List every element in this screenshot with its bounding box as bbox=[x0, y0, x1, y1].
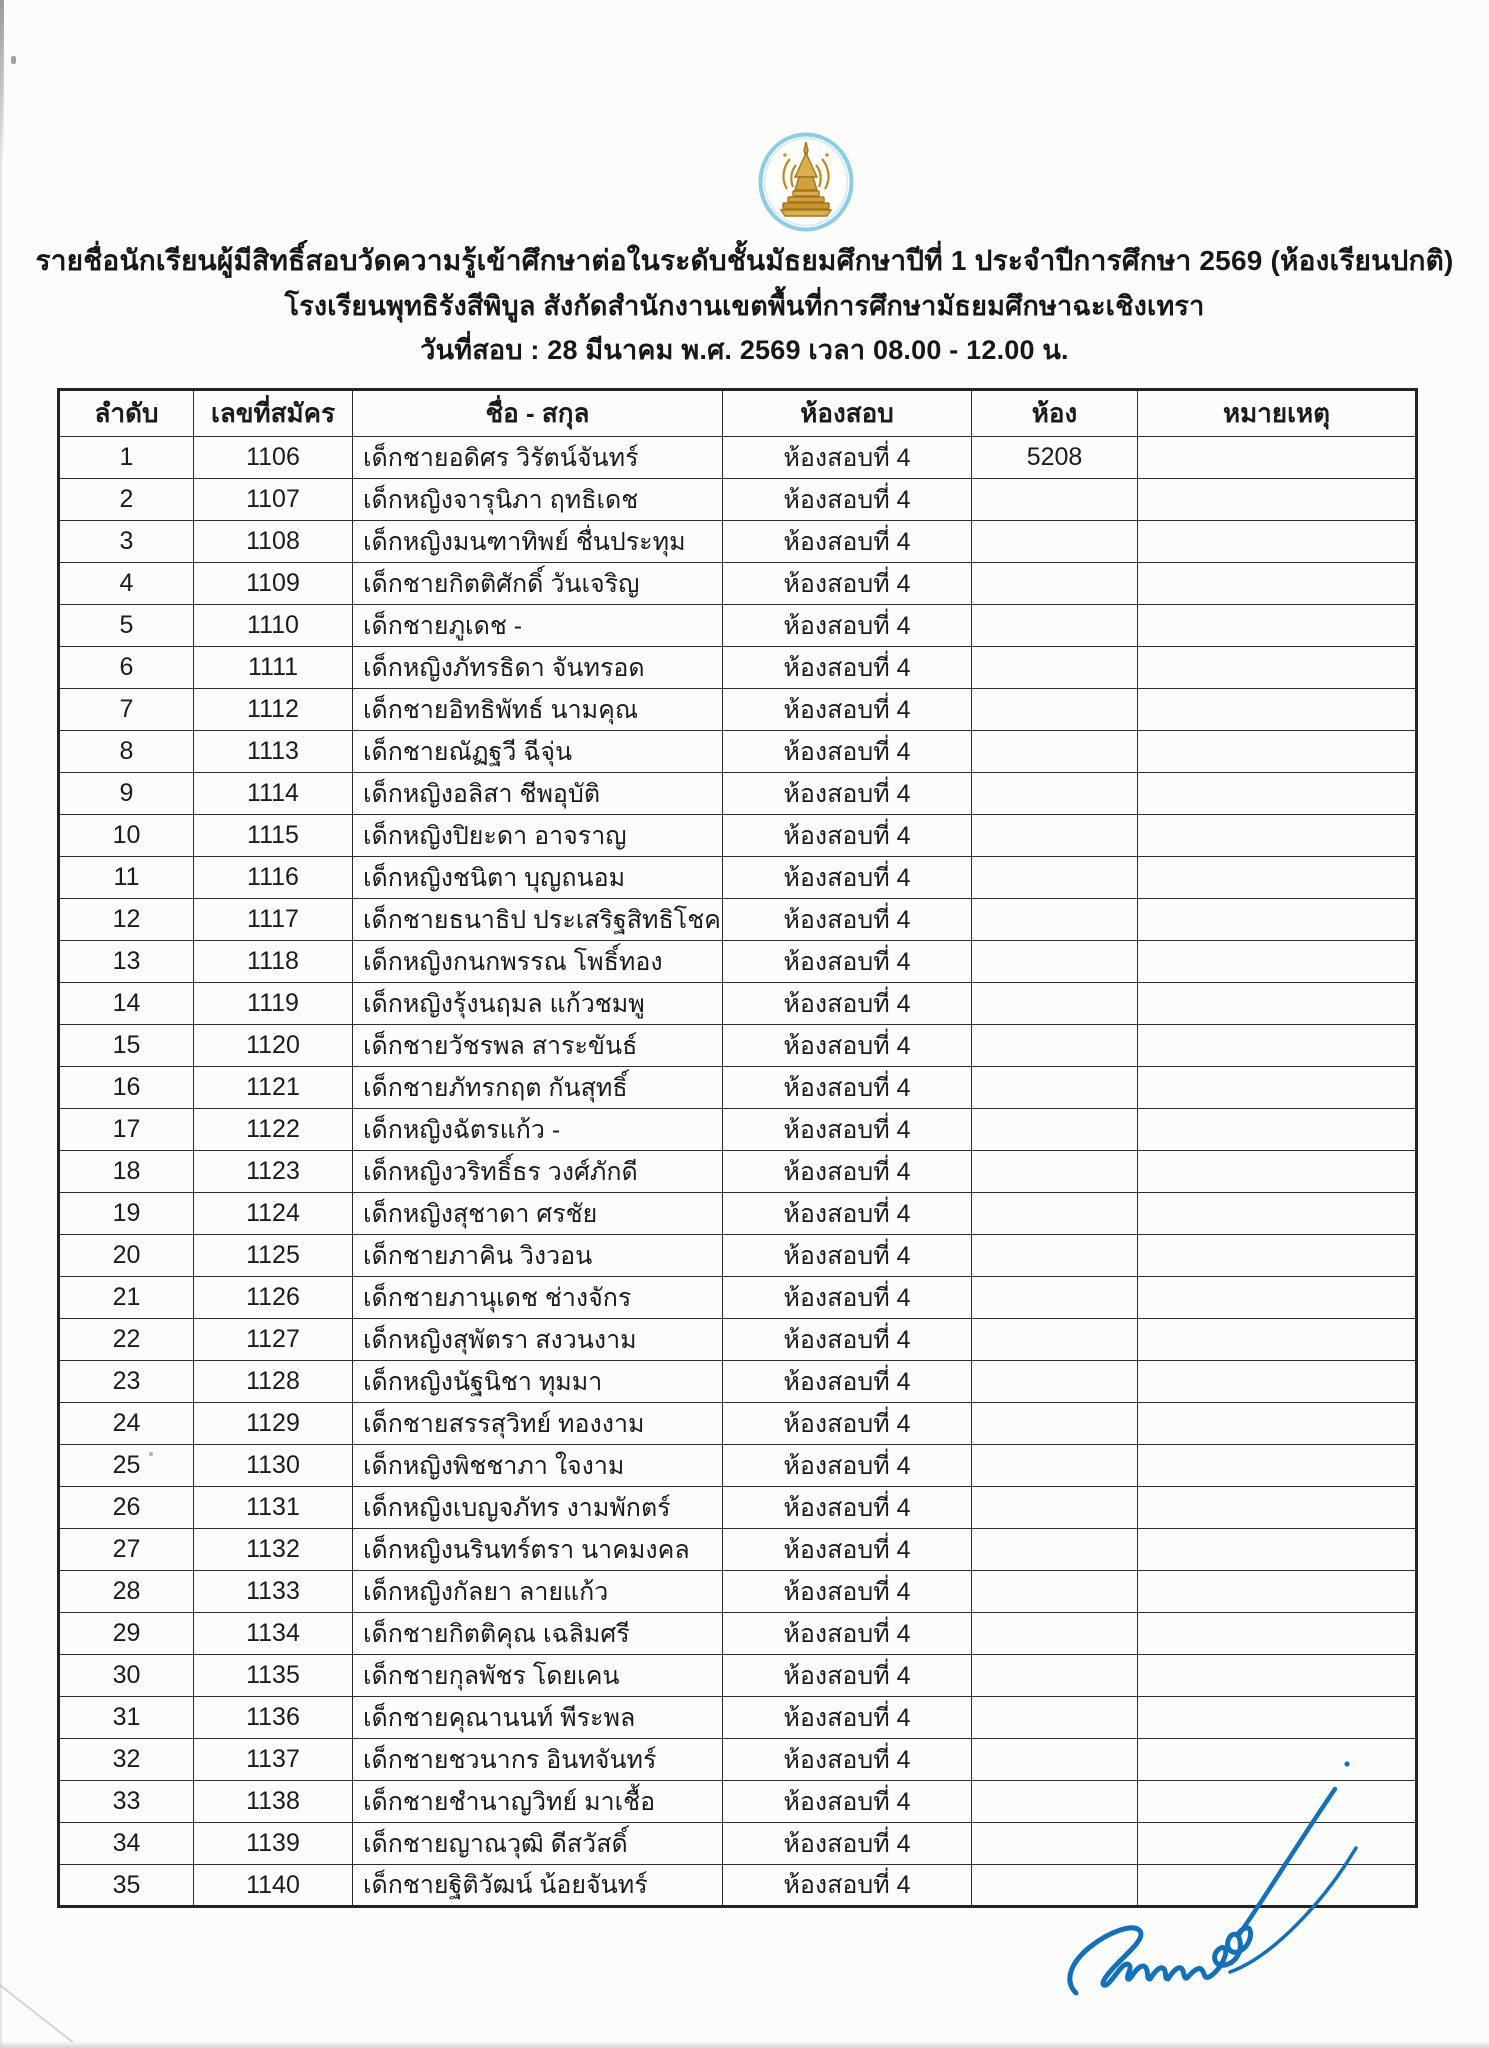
cell-application-number: 1111 bbox=[194, 647, 353, 689]
column-header-room: ห้อง bbox=[972, 390, 1138, 437]
student-roster-table bbox=[57, 388, 1418, 1908]
cell-exam-room: ห้องสอบที่ 4 bbox=[723, 941, 972, 983]
cell-application-number: 1119 bbox=[194, 983, 353, 1025]
cell-application-number: 1135 bbox=[194, 1655, 353, 1697]
cell-room bbox=[972, 605, 1138, 647]
student-row bbox=[59, 521, 1417, 563]
cell-exam-room: ห้องสอบที่ 4 bbox=[723, 1193, 972, 1235]
student-row bbox=[59, 1445, 1417, 1487]
cell-exam-room: ห้องสอบที่ 4 bbox=[723, 1487, 972, 1529]
cell-full-name: เด็กชายกุลพัชร โดยเคน bbox=[353, 1655, 723, 1697]
cell-exam-room: ห้องสอบที่ 4 bbox=[723, 1445, 972, 1487]
cell-room bbox=[972, 1109, 1138, 1151]
cell-full-name: เด็กหญิงฉัตรแก้ว - bbox=[353, 1109, 723, 1151]
cell-full-name: เด็กหญิงเบญจภัทร งามพักตร์ bbox=[353, 1487, 723, 1529]
cell-exam-room: ห้องสอบที่ 4 bbox=[723, 1655, 972, 1697]
cell-exam-room: ห้องสอบที่ 4 bbox=[723, 1823, 972, 1865]
cell-order: 25 bbox=[59, 1445, 194, 1487]
school-emblem-icon bbox=[757, 131, 855, 233]
cell-room bbox=[972, 899, 1138, 941]
cell-room bbox=[972, 1151, 1138, 1193]
cell-room bbox=[972, 479, 1138, 521]
cell-full-name: เด็กหญิงวริทธิ์ธร วงศ์ภักดี bbox=[353, 1151, 723, 1193]
cell-exam-room: ห้องสอบที่ 4 bbox=[723, 1739, 972, 1781]
cell-room bbox=[972, 983, 1138, 1025]
cell-application-number: 1138 bbox=[194, 1781, 353, 1823]
scan-speck bbox=[11, 56, 16, 64]
student-row bbox=[59, 563, 1417, 605]
cell-exam-room: ห้องสอบที่ 4 bbox=[723, 1319, 972, 1361]
scan-speck bbox=[149, 1452, 153, 1456]
cell-full-name: เด็กชายอดิศร วิรัตน์จันทร์ bbox=[353, 437, 723, 479]
signature-ink-icon bbox=[1062, 1752, 1374, 2012]
cell-exam-room: ห้องสอบที่ 4 bbox=[723, 1025, 972, 1067]
scan-edge-line bbox=[0, 0, 2, 2048]
student-row bbox=[59, 731, 1417, 773]
cell-note bbox=[1138, 647, 1417, 689]
cell-order: 15 bbox=[59, 1025, 194, 1067]
cell-order: 14 bbox=[59, 983, 194, 1025]
cell-order: 34 bbox=[59, 1823, 194, 1865]
cell-note bbox=[1138, 689, 1417, 731]
cell-order: 27 bbox=[59, 1529, 194, 1571]
cell-exam-room: ห้องสอบที่ 4 bbox=[723, 647, 972, 689]
cell-exam-room: ห้องสอบที่ 4 bbox=[723, 689, 972, 731]
cell-note bbox=[1138, 815, 1417, 857]
cell-full-name: เด็กหญิงอลิสา ชีพอุบัติ bbox=[353, 773, 723, 815]
cell-application-number: 1110 bbox=[194, 605, 353, 647]
student-row bbox=[59, 647, 1417, 689]
cell-full-name: เด็กหญิงนัฐนิชา ทุมมา bbox=[353, 1361, 723, 1403]
cell-application-number: 1115 bbox=[194, 815, 353, 857]
cell-application-number: 1118 bbox=[194, 941, 353, 983]
cell-exam-room: ห้องสอบที่ 4 bbox=[723, 815, 972, 857]
cell-exam-room: ห้องสอบที่ 4 bbox=[723, 605, 972, 647]
cell-order: 12 bbox=[59, 899, 194, 941]
cell-exam-room: ห้องสอบที่ 4 bbox=[723, 521, 972, 563]
cell-note bbox=[1138, 1529, 1417, 1571]
column-header-note: หมายเหตุ bbox=[1138, 390, 1417, 437]
student-row bbox=[59, 1151, 1417, 1193]
cell-application-number: 1126 bbox=[194, 1277, 353, 1319]
cell-application-number: 1121 bbox=[194, 1067, 353, 1109]
cell-room bbox=[972, 1235, 1138, 1277]
cell-application-number: 1137 bbox=[194, 1739, 353, 1781]
cell-full-name: เด็กหญิงพิชชาภา ใจงาม bbox=[353, 1445, 723, 1487]
cell-application-number: 1134 bbox=[194, 1613, 353, 1655]
cell-room bbox=[972, 857, 1138, 899]
column-header-application-number: เลขที่สมัคร bbox=[194, 390, 353, 437]
cell-application-number: 1124 bbox=[194, 1193, 353, 1235]
student-row bbox=[59, 1361, 1417, 1403]
cell-full-name: เด็กหญิงกัลยา ลายแก้ว bbox=[353, 1571, 723, 1613]
cell-order: 16 bbox=[59, 1067, 194, 1109]
student-row bbox=[59, 1109, 1417, 1151]
cell-full-name: เด็กชายณัฏฐวี ฉีจุ่น bbox=[353, 731, 723, 773]
cell-order: 4 bbox=[59, 563, 194, 605]
cell-application-number: 1131 bbox=[194, 1487, 353, 1529]
cell-room bbox=[972, 563, 1138, 605]
cell-room bbox=[972, 941, 1138, 983]
student-row bbox=[59, 899, 1417, 941]
student-row bbox=[59, 983, 1417, 1025]
cell-application-number: 1120 bbox=[194, 1025, 353, 1067]
student-row bbox=[59, 605, 1417, 647]
cell-full-name: เด็กชายวัชรพล สาระขันธ์ bbox=[353, 1025, 723, 1067]
cell-exam-room: ห้องสอบที่ 4 bbox=[723, 1613, 972, 1655]
cell-application-number: 1139 bbox=[194, 1823, 353, 1865]
cell-full-name: เด็กชายชวนากร อินทจันทร์ bbox=[353, 1739, 723, 1781]
handwritten-signature bbox=[1062, 1752, 1374, 2012]
cell-note bbox=[1138, 1445, 1417, 1487]
cell-full-name: เด็กหญิงสุพัตรา สงวนงาม bbox=[353, 1319, 723, 1361]
student-row bbox=[59, 1403, 1417, 1445]
cell-note bbox=[1138, 1571, 1417, 1613]
cell-note bbox=[1138, 899, 1417, 941]
student-row bbox=[59, 857, 1417, 899]
cell-room bbox=[972, 1571, 1138, 1613]
cell-application-number: 1116 bbox=[194, 857, 353, 899]
cell-application-number: 1122 bbox=[194, 1109, 353, 1151]
cell-room bbox=[972, 731, 1138, 773]
cell-note bbox=[1138, 437, 1417, 479]
cell-note bbox=[1138, 1277, 1417, 1319]
cell-note bbox=[1138, 1151, 1417, 1193]
cell-full-name: เด็กหญิงรุ้งนฤมล แก้วชมพู bbox=[353, 983, 723, 1025]
student-row bbox=[59, 1193, 1417, 1235]
cell-note bbox=[1138, 857, 1417, 899]
cell-order: 1 bbox=[59, 437, 194, 479]
cell-room bbox=[972, 1655, 1138, 1697]
cell-application-number: 1125 bbox=[194, 1235, 353, 1277]
cell-order: 13 bbox=[59, 941, 194, 983]
cell-full-name: เด็กหญิงสุชาดา ศรชัย bbox=[353, 1193, 723, 1235]
cell-note bbox=[1138, 1655, 1417, 1697]
cell-note bbox=[1138, 521, 1417, 563]
student-row bbox=[59, 815, 1417, 857]
cell-order: 26 bbox=[59, 1487, 194, 1529]
column-header-exam-room: ห้องสอบ bbox=[723, 390, 972, 437]
cell-room bbox=[972, 689, 1138, 731]
cell-application-number: 1136 bbox=[194, 1697, 353, 1739]
cell-application-number: 1129 bbox=[194, 1403, 353, 1445]
cell-application-number: 1107 bbox=[194, 479, 353, 521]
cell-application-number: 1123 bbox=[194, 1151, 353, 1193]
cell-application-number: 1127 bbox=[194, 1319, 353, 1361]
cell-order: 21 bbox=[59, 1277, 194, 1319]
cell-room: 5208 bbox=[972, 437, 1138, 479]
cell-application-number: 1106 bbox=[194, 437, 353, 479]
cell-full-name: เด็กชายกิตติศักดิ์ วันเจริญ bbox=[353, 563, 723, 605]
cell-note bbox=[1138, 1109, 1417, 1151]
cell-exam-room: ห้องสอบที่ 4 bbox=[723, 1067, 972, 1109]
cell-order: 6 bbox=[59, 647, 194, 689]
cell-room bbox=[972, 1403, 1138, 1445]
document-title-line1: รายชื่อนักเรียนผู้มีสิทธิ์สอบวัดความรู้เข้าศึกษาต่อในระดับชั้นมัธยมศึกษาปีที่ 1 ประจำปีการศึกษา 2569 (ห้องเรียนปกติ) bbox=[35, 245, 1454, 276]
cell-note bbox=[1138, 1697, 1417, 1739]
cell-order: 18 bbox=[59, 1151, 194, 1193]
cell-application-number: 1132 bbox=[194, 1529, 353, 1571]
student-row bbox=[59, 773, 1417, 815]
cell-room bbox=[972, 773, 1138, 815]
cell-note bbox=[1138, 479, 1417, 521]
cell-order: 8 bbox=[59, 731, 194, 773]
student-row bbox=[59, 689, 1417, 731]
cell-application-number: 1128 bbox=[194, 1361, 353, 1403]
cell-note bbox=[1138, 605, 1417, 647]
cell-room bbox=[972, 1697, 1138, 1739]
document-title-line2: โรงเรียนพุทธิรังสีพิบูล สังกัดสำนักงานเขตพื้นที่การศึกษามัธยมศึกษาฉะเชิงเทรา bbox=[284, 291, 1205, 321]
cell-order: 9 bbox=[59, 773, 194, 815]
cell-full-name: เด็กชายฐิติวัฒน์ น้อยจันทร์ bbox=[353, 1865, 723, 1907]
student-row bbox=[59, 1487, 1417, 1529]
cell-exam-room: ห้องสอบที่ 4 bbox=[723, 437, 972, 479]
cell-application-number: 1113 bbox=[194, 731, 353, 773]
cell-exam-room: ห้องสอบที่ 4 bbox=[723, 1571, 972, 1613]
cell-exam-room: ห้องสอบที่ 4 bbox=[723, 1781, 972, 1823]
cell-order: 3 bbox=[59, 521, 194, 563]
cell-application-number: 1130 bbox=[194, 1445, 353, 1487]
student-row bbox=[59, 1025, 1417, 1067]
cell-order: 2 bbox=[59, 479, 194, 521]
student-row bbox=[59, 1319, 1417, 1361]
cell-full-name: เด็กชายสรรสุวิทย์ ทองงาม bbox=[353, 1403, 723, 1445]
cell-note bbox=[1138, 731, 1417, 773]
cell-room bbox=[972, 815, 1138, 857]
cell-order: 19 bbox=[59, 1193, 194, 1235]
cell-order: 11 bbox=[59, 857, 194, 899]
cell-order: 35 bbox=[59, 1865, 194, 1907]
cell-full-name: เด็กชายอิทธิพัทธ์ นามคุณ bbox=[353, 689, 723, 731]
student-row bbox=[59, 479, 1417, 521]
cell-order: 17 bbox=[59, 1109, 194, 1151]
cell-order: 10 bbox=[59, 815, 194, 857]
cell-exam-room: ห้องสอบที่ 4 bbox=[723, 1235, 972, 1277]
cell-exam-room: ห้องสอบที่ 4 bbox=[723, 1865, 972, 1907]
student-row bbox=[59, 437, 1417, 479]
cell-note bbox=[1138, 1067, 1417, 1109]
cell-order: 20 bbox=[59, 1235, 194, 1277]
cell-note bbox=[1138, 1403, 1417, 1445]
student-row bbox=[59, 1277, 1417, 1319]
cell-note bbox=[1138, 983, 1417, 1025]
cell-full-name: เด็กหญิงจารุนิภา ฤทธิเดช bbox=[353, 479, 723, 521]
student-row bbox=[59, 1529, 1417, 1571]
cell-full-name: เด็กชายภูเดช - bbox=[353, 605, 723, 647]
cell-full-name: เด็กหญิงนรินทร์ตรา นาคมงคล bbox=[353, 1529, 723, 1571]
cell-full-name: เด็กชายคุณานนท์ พีระพล bbox=[353, 1697, 723, 1739]
cell-order: 29 bbox=[59, 1613, 194, 1655]
cell-application-number: 1108 bbox=[194, 521, 353, 563]
cell-application-number: 1117 bbox=[194, 899, 353, 941]
student-row bbox=[59, 1235, 1417, 1277]
cell-room bbox=[972, 521, 1138, 563]
cell-exam-room: ห้องสอบที่ 4 bbox=[723, 773, 972, 815]
cell-note bbox=[1138, 941, 1417, 983]
cell-exam-room: ห้องสอบที่ 4 bbox=[723, 1109, 972, 1151]
cell-order: 33 bbox=[59, 1781, 194, 1823]
cell-room bbox=[972, 1445, 1138, 1487]
cell-full-name: เด็กหญิงกนกพรรณ โพธิ์ทอง bbox=[353, 941, 723, 983]
cell-order: 28 bbox=[59, 1571, 194, 1613]
cell-exam-room: ห้องสอบที่ 4 bbox=[723, 1277, 972, 1319]
table-head bbox=[59, 390, 1417, 437]
cell-exam-room: ห้องสอบที่ 4 bbox=[723, 1529, 972, 1571]
cell-full-name: เด็กชายญาณวุฒิ ดีสวัสดิ์ bbox=[353, 1823, 723, 1865]
cell-order: 5 bbox=[59, 605, 194, 647]
cell-note bbox=[1138, 1025, 1417, 1067]
student-row bbox=[59, 1655, 1417, 1697]
cell-exam-room: ห้องสอบที่ 4 bbox=[723, 983, 972, 1025]
cell-room bbox=[972, 1067, 1138, 1109]
cell-exam-room: ห้องสอบที่ 4 bbox=[723, 899, 972, 941]
cell-room bbox=[972, 1613, 1138, 1655]
cell-full-name: เด็กหญิงปิยะดา อาจราญ bbox=[353, 815, 723, 857]
cell-order: 24 bbox=[59, 1403, 194, 1445]
cell-full-name: เด็กชายภัทรกฤต กันสุทธิ์ bbox=[353, 1067, 723, 1109]
cell-order: 22 bbox=[59, 1319, 194, 1361]
cell-full-name: เด็กชายภาคิน วิงวอน bbox=[353, 1235, 723, 1277]
cell-exam-room: ห้องสอบที่ 4 bbox=[723, 563, 972, 605]
cell-room bbox=[972, 1487, 1138, 1529]
cell-application-number: 1133 bbox=[194, 1571, 353, 1613]
cell-note bbox=[1138, 773, 1417, 815]
cell-full-name: เด็กหญิงภัทรธิดา จันทรอด bbox=[353, 647, 723, 689]
cell-room bbox=[972, 1193, 1138, 1235]
cell-note bbox=[1138, 563, 1417, 605]
cell-exam-room: ห้องสอบที่ 4 bbox=[723, 1403, 972, 1445]
student-table-body bbox=[59, 437, 1417, 1907]
cell-note bbox=[1138, 1361, 1417, 1403]
cell-application-number: 1114 bbox=[194, 773, 353, 815]
cell-exam-room: ห้องสอบที่ 4 bbox=[723, 1361, 972, 1403]
cell-note bbox=[1138, 1487, 1417, 1529]
cell-exam-room: ห้องสอบที่ 4 bbox=[723, 479, 972, 521]
student-row bbox=[59, 1697, 1417, 1739]
student-row bbox=[59, 1613, 1417, 1655]
cell-exam-room: ห้องสอบที่ 4 bbox=[723, 731, 972, 773]
cell-order: 31 bbox=[59, 1697, 194, 1739]
cell-application-number: 1112 bbox=[194, 689, 353, 731]
student-row bbox=[59, 1067, 1417, 1109]
cell-application-number: 1140 bbox=[194, 1865, 353, 1907]
column-header-full-name: ชื่อ - สกุล bbox=[353, 390, 723, 437]
cell-full-name: เด็กชายภานุเดช ช่างจักร bbox=[353, 1277, 723, 1319]
student-row bbox=[59, 941, 1417, 983]
cell-order: 7 bbox=[59, 689, 194, 731]
cell-order: 32 bbox=[59, 1739, 194, 1781]
cell-full-name: เด็กหญิงมนฑาทิพย์ ชื่นประทุม bbox=[353, 521, 723, 563]
cell-room bbox=[972, 1529, 1138, 1571]
scan-crease bbox=[0, 1983, 74, 2043]
cell-order: 23 bbox=[59, 1361, 194, 1403]
cell-full-name: เด็กหญิงชนิตา บุญถนอม bbox=[353, 857, 723, 899]
cell-room bbox=[972, 1277, 1138, 1319]
cell-note bbox=[1138, 1613, 1417, 1655]
cell-room bbox=[972, 1025, 1138, 1067]
column-header-order: ลำดับ bbox=[59, 390, 194, 437]
table-header-row bbox=[59, 390, 1417, 437]
cell-room bbox=[972, 1319, 1138, 1361]
cell-application-number: 1109 bbox=[194, 563, 353, 605]
document-title-line3: วันที่สอบ : 28 มีนาคม พ.ศ. 2569 เวลา 08.00 - 12.00 น. bbox=[420, 335, 1069, 365]
cell-note bbox=[1138, 1193, 1417, 1235]
student-row bbox=[59, 1571, 1417, 1613]
cell-full-name: เด็กชายธนาธิป ประเสริฐสิทธิโชค bbox=[353, 899, 723, 941]
cell-full-name: เด็กชายกิตติคุณ เฉลิมศรี bbox=[353, 1613, 723, 1655]
cell-order: 30 bbox=[59, 1655, 194, 1697]
cell-exam-room: ห้องสอบที่ 4 bbox=[723, 1697, 972, 1739]
cell-full-name: เด็กชายชำนาญวิทย์ มาเชื้อ bbox=[353, 1781, 723, 1823]
scan-bottom-shadow bbox=[0, 2041, 1489, 2048]
cell-note bbox=[1138, 1235, 1417, 1277]
school-emblem-logo bbox=[757, 131, 855, 233]
cell-room bbox=[972, 1361, 1138, 1403]
cell-exam-room: ห้องสอบที่ 4 bbox=[723, 857, 972, 899]
cell-note bbox=[1138, 1319, 1417, 1361]
cell-room bbox=[972, 647, 1138, 689]
cell-exam-room: ห้องสอบที่ 4 bbox=[723, 1151, 972, 1193]
